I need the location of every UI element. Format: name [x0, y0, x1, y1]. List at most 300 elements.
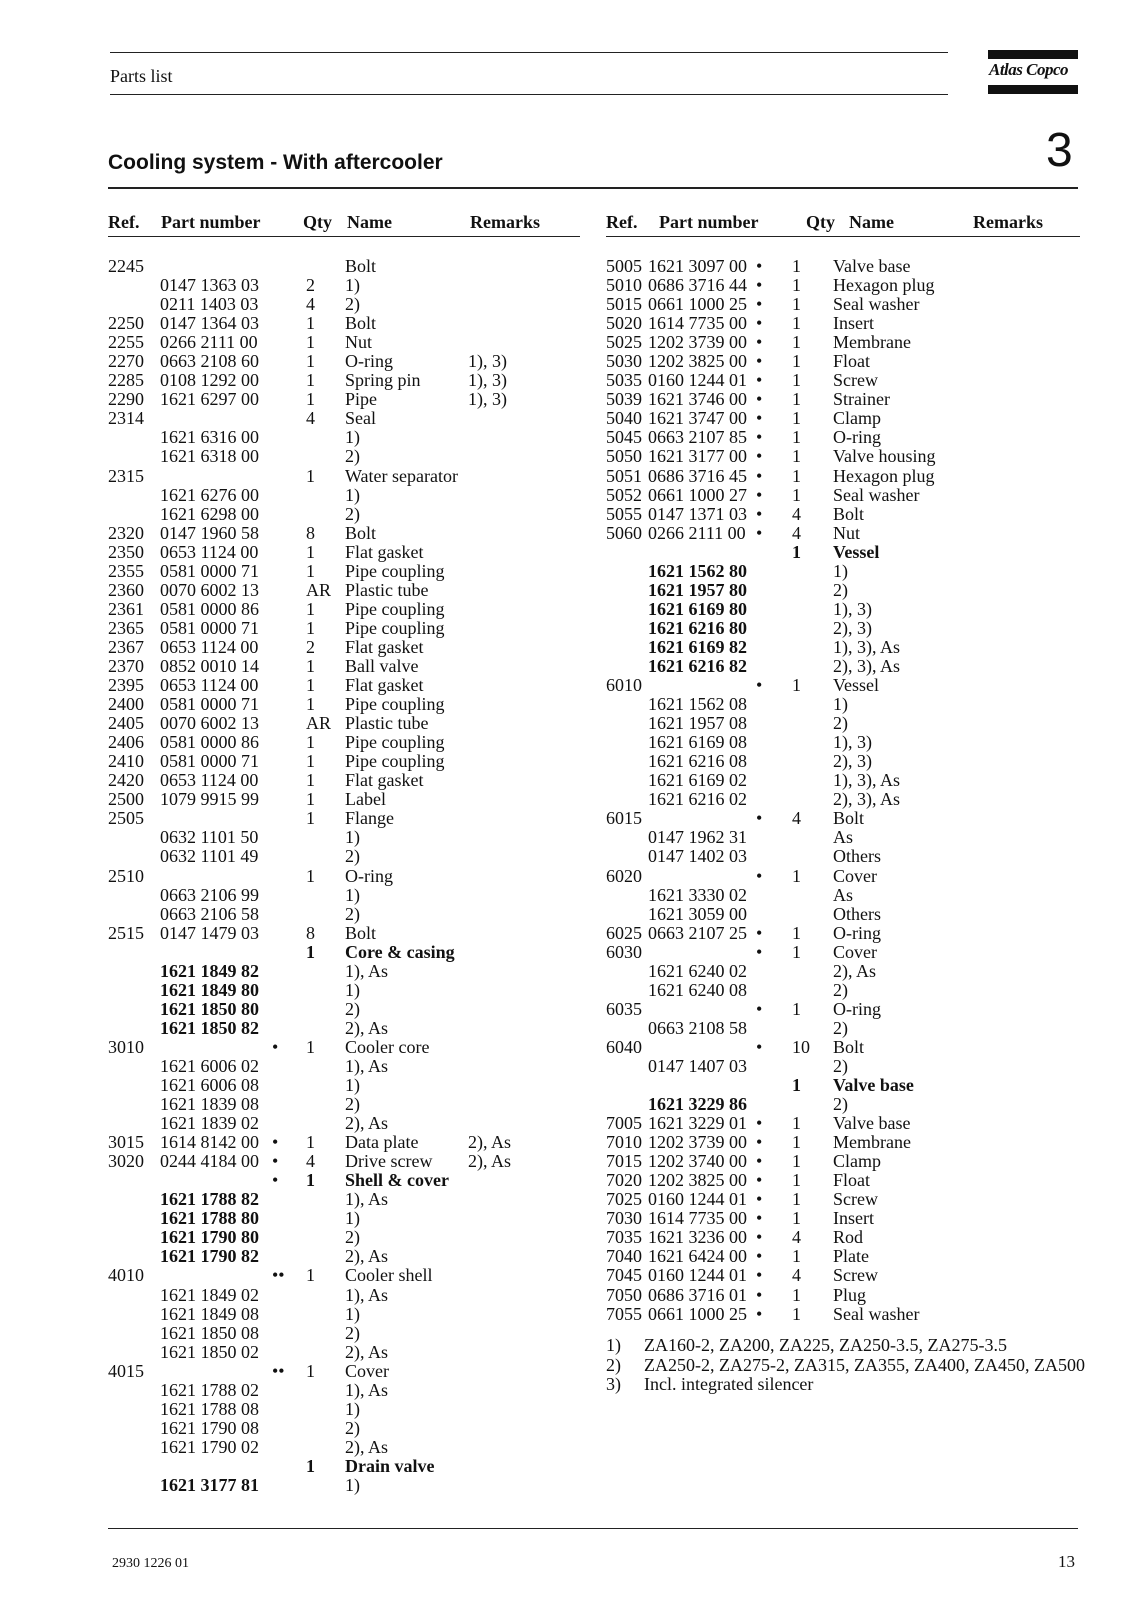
name-cell: 1) — [345, 884, 360, 905]
qty-cell: 1 — [792, 1284, 801, 1305]
marker-cell: • — [756, 313, 763, 334]
name-cell: 2) — [345, 446, 360, 467]
part-number-cell: 1621 6006 08 — [160, 1075, 259, 1096]
marker-cell: • — [756, 294, 763, 315]
name-cell: Others — [833, 903, 881, 924]
part-number-cell: 1621 6169 08 — [648, 732, 747, 753]
name-cell: 1) — [345, 275, 360, 296]
marker-cell: • — [756, 275, 763, 296]
ref-cell: 2285 — [108, 370, 144, 391]
qty-cell: 1 — [306, 598, 315, 619]
part-number-cell: 0147 1479 03 — [160, 922, 259, 943]
name-cell: Vessel — [833, 541, 880, 562]
footnote-text: ZA250-2, ZA275-2, ZA315, ZA355, ZA400, ZA450, ZA500 — [644, 1354, 1085, 1375]
table-row — [606, 1038, 1080, 1057]
table-row — [606, 714, 1080, 733]
table-row — [108, 1476, 580, 1495]
table-row — [606, 333, 1080, 352]
part-number-cell: 1621 6216 82 — [648, 655, 747, 676]
marker-cell: • — [756, 1132, 763, 1153]
name-cell: Screw — [833, 1189, 878, 1210]
table-row — [108, 714, 580, 733]
ref-cell: 2370 — [108, 655, 144, 676]
part-number-cell: 1621 6297 00 — [160, 389, 259, 410]
ref-cell: 5010 — [606, 275, 642, 296]
table-row — [108, 409, 580, 428]
table-row — [606, 924, 1080, 943]
name-cell: Pipe coupling — [345, 560, 445, 581]
name-cell: 2) — [833, 1055, 848, 1076]
name-cell: 2) — [345, 294, 360, 315]
part-number-cell: 0160 1244 01 — [648, 1265, 747, 1286]
name-cell: 2), As — [345, 1341, 389, 1362]
ref-cell: 5039 — [606, 389, 642, 410]
table-row — [108, 257, 580, 276]
part-number-cell: 1621 1790 80 — [160, 1227, 259, 1248]
name-cell: Pipe — [345, 389, 378, 410]
name-cell: Nut — [345, 332, 372, 353]
part-number-cell: 1621 6169 02 — [648, 770, 747, 791]
marker-cell: • — [756, 808, 763, 829]
qty-cell: 1 — [306, 1455, 315, 1476]
marker-cell: • — [756, 675, 763, 696]
table-row — [606, 1286, 1080, 1305]
qty-cell: 1 — [792, 1303, 801, 1324]
table-row — [606, 638, 1080, 657]
name-cell: As — [833, 827, 854, 848]
table-body — [108, 257, 580, 1495]
part-number-cell: 1621 6240 02 — [648, 960, 747, 981]
part-number-cell: 0661 1000 25 — [648, 294, 747, 315]
title-rule — [108, 187, 1078, 189]
marker-cell: • — [756, 922, 763, 943]
qty-cell: 1 — [792, 313, 801, 334]
qty-cell: 1 — [306, 694, 315, 715]
part-number-cell: 1621 6216 80 — [648, 617, 747, 638]
table-row — [108, 1247, 580, 1266]
name-cell: 2) — [345, 503, 360, 524]
table-row — [606, 1247, 1080, 1266]
marker-cell: • — [756, 503, 763, 524]
qty-cell: 1 — [792, 1075, 801, 1096]
marker-cell: • — [756, 351, 763, 372]
part-number-cell: 0653 1124 00 — [160, 636, 259, 657]
table-header-rule — [606, 236, 1080, 237]
name-cell: Seal washer — [833, 294, 920, 315]
part-number-cell: 1621 1788 02 — [160, 1379, 259, 1400]
part-number-cell: 0663 2108 60 — [160, 351, 259, 372]
name-cell: 1), 3) — [833, 598, 872, 619]
table-row — [606, 505, 1080, 524]
part-number-cell: 0632 1101 49 — [160, 846, 259, 867]
part-number-cell: 0211 1403 03 — [160, 294, 259, 315]
table-row — [108, 790, 580, 809]
qty-cell: 1 — [792, 427, 801, 448]
ref-cell: 6020 — [606, 865, 642, 886]
name-cell: 2), 3) — [833, 617, 872, 638]
table-row — [108, 924, 580, 943]
qty-cell: 1 — [792, 941, 801, 962]
name-cell: Ball valve — [345, 655, 419, 676]
table-row — [108, 847, 580, 866]
name-cell: 1), 3), As — [833, 770, 900, 791]
part-number-cell: 1621 1849 82 — [160, 960, 259, 981]
part-number-cell: 0663 2106 58 — [160, 903, 259, 924]
ref-cell: 7020 — [606, 1170, 642, 1191]
table-row — [108, 1152, 580, 1171]
table-row — [108, 1114, 580, 1133]
part-number-cell: 1202 3739 00 — [648, 332, 747, 353]
name-cell: 2) — [345, 846, 360, 867]
name-cell: 1) — [833, 560, 848, 581]
name-cell: Pipe coupling — [345, 694, 445, 715]
name-cell: 1) — [345, 1475, 360, 1495]
name-cell: 2) — [345, 1094, 360, 1115]
qty-cell: 1 — [792, 275, 801, 296]
qty-cell: AR — [306, 713, 332, 734]
qty-cell: 1 — [306, 751, 315, 772]
part-number-cell: 1621 6424 00 — [648, 1246, 747, 1267]
qty-cell: 1 — [792, 1170, 801, 1191]
table-row — [108, 1305, 580, 1324]
name-cell: Bolt — [833, 503, 865, 524]
part-number-cell: 0663 2107 25 — [648, 922, 747, 943]
part-number-cell: 1621 6276 00 — [160, 484, 259, 505]
part-number-cell: 1621 1562 80 — [648, 560, 747, 581]
marker-cell: • — [756, 1227, 763, 1248]
ref-cell: 3010 — [108, 1036, 144, 1057]
name-cell: Insert — [833, 1208, 874, 1229]
name-cell: 1) — [833, 694, 848, 715]
marker-cell: • — [756, 465, 763, 486]
qty-cell: 10 — [792, 1036, 810, 1057]
ref-cell: 2320 — [108, 522, 144, 543]
name-cell: Water separator — [345, 465, 458, 486]
table-row — [606, 886, 1080, 905]
part-number-cell: 1621 6216 02 — [648, 789, 747, 810]
name-cell: 2), As — [345, 1113, 389, 1134]
table-row — [108, 695, 580, 714]
table-row — [606, 828, 1080, 847]
qty-cell: 1 — [306, 808, 315, 829]
footnote-text: ZA160-2, ZA200, ZA225, ZA250-3.5, ZA275-3.5 — [644, 1335, 1007, 1355]
marker-cell: • — [756, 370, 763, 391]
qty-cell: 1 — [306, 1360, 315, 1381]
footnote — [606, 1356, 1086, 1376]
part-number-cell: 0581 0000 71 — [160, 694, 259, 715]
ref-cell: 5005 — [606, 256, 642, 276]
table-row — [108, 1000, 580, 1019]
part-number-cell: 0661 1000 25 — [648, 1303, 747, 1324]
name-cell: 2) — [345, 1417, 360, 1438]
qty-cell: 4 — [792, 522, 801, 543]
part-number-cell: 1621 1957 08 — [648, 713, 747, 734]
table-row — [108, 1286, 580, 1305]
table-row — [108, 581, 580, 600]
qty-cell: 1 — [792, 541, 801, 562]
ref-cell: 6030 — [606, 941, 642, 962]
table-row — [108, 1038, 580, 1057]
name-cell: Hexagon plug — [833, 465, 935, 486]
part-number-cell: 1621 1839 02 — [160, 1113, 259, 1134]
part-number-cell: 1621 1849 08 — [160, 1303, 259, 1324]
marker-cell: • — [756, 446, 763, 467]
table-row — [606, 1095, 1080, 1114]
table-row — [108, 1266, 580, 1285]
footnote — [606, 1375, 1086, 1395]
marker-cell: • — [756, 1189, 763, 1210]
table-row — [108, 981, 580, 1000]
table-row — [606, 657, 1080, 676]
part-number-cell: 0852 0010 14 — [160, 655, 259, 676]
name-cell: 2) — [345, 1227, 360, 1248]
table-row — [606, 409, 1080, 428]
table-row — [606, 676, 1080, 695]
name-cell: Clamp — [833, 408, 881, 429]
part-number-cell: 1621 3097 00 — [648, 256, 747, 276]
ref-cell: 6025 — [606, 922, 642, 943]
table-row — [606, 467, 1080, 486]
name-cell: 1), 3) — [833, 732, 872, 753]
table-row — [606, 371, 1080, 390]
part-number-cell: 1621 1788 80 — [160, 1208, 259, 1229]
name-cell: 2), As — [345, 1017, 389, 1038]
footnote-text: Incl. integrated silencer — [644, 1374, 814, 1394]
table-row — [606, 962, 1080, 981]
part-number-cell: 1621 3059 00 — [648, 903, 747, 924]
ref-cell: 5020 — [606, 313, 642, 334]
name-cell: Data plate — [345, 1132, 419, 1153]
name-cell: 1), As — [345, 1055, 389, 1076]
table-row — [606, 257, 1080, 276]
table-row — [606, 1152, 1080, 1171]
table-row — [606, 809, 1080, 828]
qty-cell: 1 — [792, 389, 801, 410]
name-cell: 2) — [833, 579, 848, 600]
part-number-cell: 0070 6002 13 — [160, 713, 259, 734]
name-cell: Cooler shell — [345, 1265, 433, 1286]
ref-cell: 7055 — [606, 1303, 642, 1324]
name-cell: 1) — [345, 827, 360, 848]
qty-cell: 4 — [792, 1227, 801, 1248]
name-cell: 1) — [345, 979, 360, 1000]
marker-cell: •• — [272, 1265, 285, 1286]
name-cell: Plastic tube — [345, 713, 429, 734]
table-row — [108, 562, 580, 581]
marker-cell: • — [756, 522, 763, 543]
ref-cell: 5035 — [606, 370, 642, 391]
ref-cell: 5050 — [606, 446, 642, 467]
part-number-cell: 0581 0000 71 — [160, 751, 259, 772]
name-cell: Vessel — [833, 675, 879, 696]
parts-table-left — [108, 212, 580, 1495]
part-number-cell: 1202 3740 00 — [648, 1151, 747, 1172]
ref-cell: 2250 — [108, 313, 144, 334]
table-row — [606, 1133, 1080, 1152]
ref-cell: 7005 — [606, 1113, 642, 1134]
marker-cell: • — [756, 389, 763, 410]
name-cell: Drive screw — [345, 1151, 433, 1172]
part-number-cell: 0147 1363 03 — [160, 275, 259, 296]
table-row — [606, 905, 1080, 924]
part-number-cell: 1621 6240 08 — [648, 979, 747, 1000]
qty-cell: 1 — [792, 1246, 801, 1267]
table-row — [108, 352, 580, 371]
name-cell: Bolt — [345, 922, 377, 943]
ref-cell: 2410 — [108, 751, 144, 772]
ref-cell: 7030 — [606, 1208, 642, 1229]
header-ref: Ref. — [606, 212, 638, 232]
qty-cell: 1 — [792, 1189, 801, 1210]
part-number-cell: 1621 3236 00 — [648, 1227, 747, 1248]
part-number-cell: 1621 6318 00 — [160, 446, 259, 467]
footnote-number: 3) — [606, 1374, 621, 1394]
name-cell: Rod — [833, 1227, 864, 1248]
header-qty: Qty — [303, 212, 332, 232]
name-cell: 2) — [833, 1094, 848, 1115]
qty-cell: 1 — [306, 313, 315, 334]
name-cell: 2), As — [345, 1246, 389, 1267]
ref-cell: 7050 — [606, 1284, 642, 1305]
ref-cell: 7025 — [606, 1189, 642, 1210]
qty-cell: 1 — [792, 1132, 801, 1153]
header-label: Parts list — [110, 66, 173, 86]
name-cell: Cover — [345, 1360, 389, 1381]
marker-cell: • — [756, 427, 763, 448]
table-row — [108, 543, 580, 562]
footer-rule — [108, 1528, 1078, 1529]
name-cell: Bolt — [345, 522, 377, 543]
part-number-cell: 0070 6002 13 — [160, 579, 259, 600]
table-row — [108, 886, 580, 905]
table-row — [108, 1457, 580, 1476]
qty-cell: AR — [306, 579, 332, 600]
part-number-cell: 1614 7735 00 — [648, 1208, 747, 1229]
ref-cell: 2420 — [108, 770, 144, 791]
name-cell: 1) — [345, 1075, 360, 1096]
table-row — [108, 905, 580, 924]
qty-cell: 1 — [306, 865, 315, 886]
ref-cell: 6010 — [606, 675, 642, 696]
marker-cell: • — [756, 1246, 763, 1267]
marker-cell: • — [756, 1284, 763, 1305]
ref-cell: 2395 — [108, 675, 144, 696]
part-number-cell: 1079 9915 99 — [160, 789, 259, 810]
name-cell: 2), 3), As — [833, 655, 900, 676]
footnote-number: 2) — [606, 1354, 621, 1375]
table-row — [606, 524, 1080, 543]
table-row — [108, 1228, 580, 1247]
name-cell: As — [833, 884, 854, 905]
ref-cell: 2405 — [108, 713, 144, 734]
part-number-cell: 0686 3716 45 — [648, 465, 747, 486]
name-cell: Bolt — [833, 1036, 865, 1057]
table-row — [606, 619, 1080, 638]
table-row — [606, 562, 1080, 581]
name-cell: Flat gasket — [345, 770, 424, 791]
part-number-cell: 1614 7735 00 — [648, 313, 747, 334]
table-row — [108, 657, 580, 676]
qty-cell: 1 — [792, 465, 801, 486]
qty-cell: 8 — [306, 522, 315, 543]
part-number-cell: 1202 3825 00 — [648, 1170, 747, 1191]
qty-cell: 1 — [306, 655, 315, 676]
ref-cell: 7010 — [606, 1132, 642, 1153]
table-row — [606, 1190, 1080, 1209]
part-number-cell: 1621 6006 02 — [160, 1055, 259, 1076]
name-cell: Bolt — [345, 256, 377, 276]
table-row — [606, 695, 1080, 714]
document-number: 2930 1226 01 — [112, 1556, 189, 1571]
table-header — [606, 212, 1080, 236]
name-cell: O-ring — [345, 865, 393, 886]
table-row — [108, 1095, 580, 1114]
ref-cell: 6015 — [606, 808, 642, 829]
part-number-cell: 1621 1788 08 — [160, 1398, 259, 1419]
name-cell: Flat gasket — [345, 541, 424, 562]
header-ref: Ref. — [108, 212, 140, 232]
name-cell: Valve housing — [833, 446, 936, 467]
name-cell: O-ring — [833, 922, 881, 943]
name-cell: Label — [345, 789, 386, 810]
name-cell: Bolt — [833, 808, 865, 829]
name-cell: Flat gasket — [345, 675, 424, 696]
name-cell: 2) — [345, 903, 360, 924]
name-cell: 2) — [833, 713, 848, 734]
part-number-cell: 1621 3177 00 — [648, 446, 747, 467]
header-part-number: Part number — [161, 212, 261, 232]
table-header — [108, 212, 580, 236]
part-number-cell: 0160 1244 01 — [648, 1189, 747, 1210]
table-row — [108, 371, 580, 390]
table-row — [108, 619, 580, 638]
name-cell: Float — [833, 351, 871, 372]
part-number-cell: 0653 1124 00 — [160, 541, 259, 562]
part-number-cell: 0581 0000 71 — [160, 617, 259, 638]
part-number-cell: 1621 1957 80 — [648, 579, 747, 600]
qty-cell: 1 — [306, 332, 315, 353]
page-number: 13 — [1058, 1552, 1075, 1571]
part-number-cell: 0663 2108 58 — [648, 1017, 747, 1038]
ref-cell: 5051 — [606, 465, 642, 486]
part-number-cell: 1621 3177 81 — [160, 1475, 259, 1495]
name-cell: 1), 3), As — [833, 636, 900, 657]
ref-cell: 3020 — [108, 1151, 144, 1172]
header-part-number: Part number — [659, 212, 759, 232]
ref-cell: 2505 — [108, 808, 144, 829]
marker-cell: •• — [272, 1360, 285, 1381]
logo-bottom-bar — [988, 85, 1078, 94]
name-cell: 2) — [345, 1322, 360, 1343]
remarks-cell: 1), 3) — [468, 370, 507, 391]
ref-cell: 3015 — [108, 1132, 144, 1153]
name-cell: 1), As — [345, 960, 389, 981]
qty-cell: 1 — [306, 351, 315, 372]
part-number-cell: 0108 1292 00 — [160, 370, 259, 391]
table-row — [108, 1343, 580, 1362]
marker-cell: • — [272, 1151, 279, 1172]
ref-cell: 4010 — [108, 1265, 144, 1286]
part-number-cell: 1621 3747 00 — [648, 408, 747, 429]
qty-cell: 1 — [792, 484, 801, 505]
table-row — [108, 600, 580, 619]
table-row — [606, 771, 1080, 790]
table-row — [606, 276, 1080, 295]
marker-cell: • — [756, 332, 763, 353]
ref-cell: 5025 — [606, 332, 642, 353]
qty-cell: 1 — [306, 389, 315, 410]
qty-cell: 1 — [792, 370, 801, 391]
